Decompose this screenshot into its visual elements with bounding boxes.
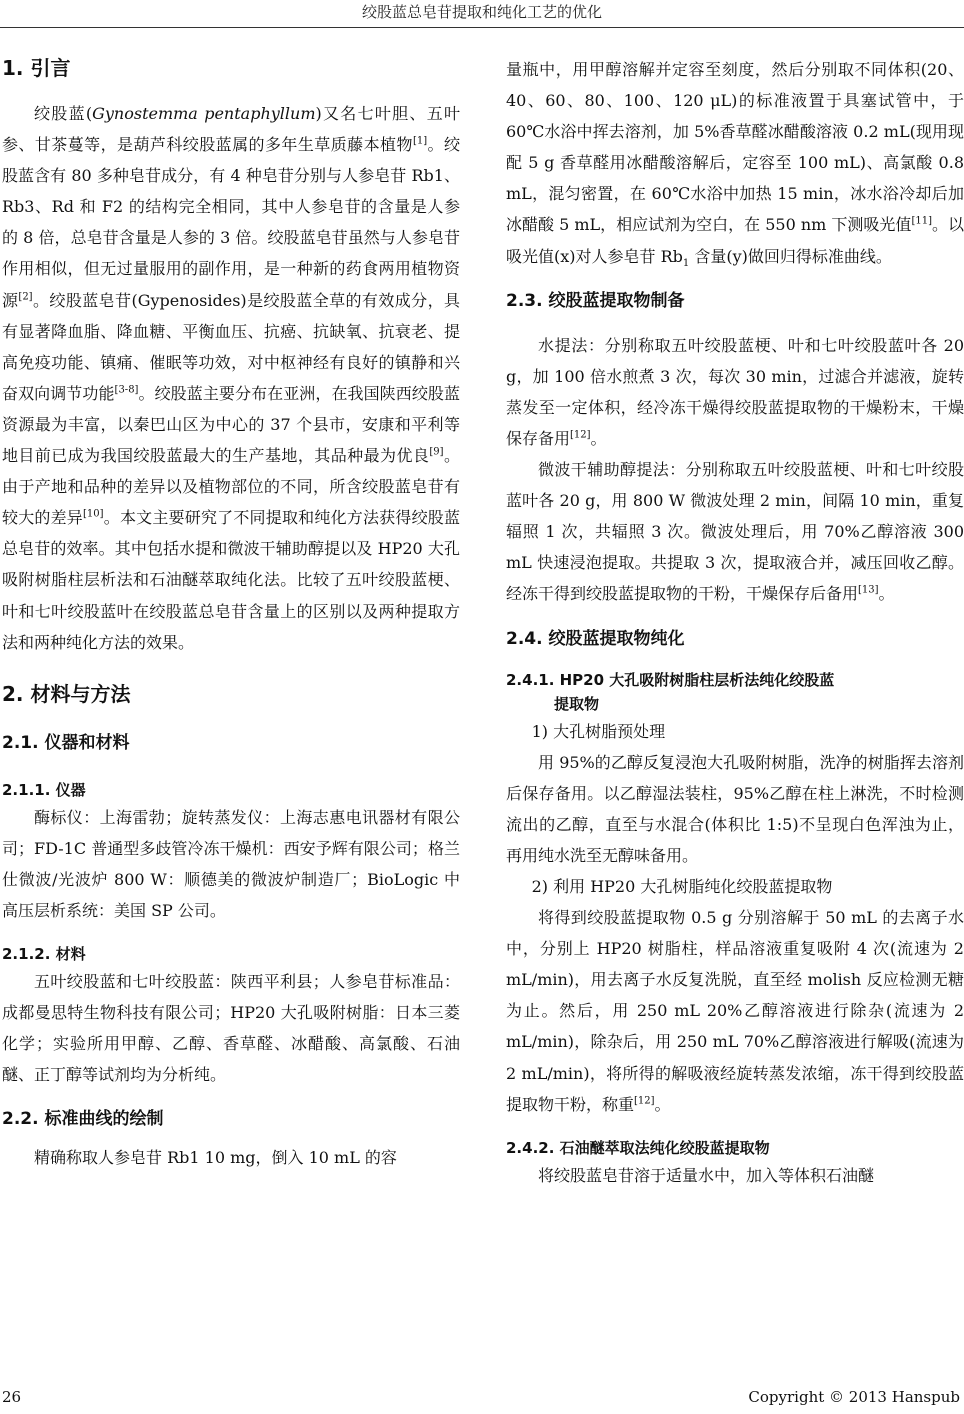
header-rule (0, 27, 964, 28)
std-curve-paragraph-start: 精确称取人参皂苷 Rb1 10 mg，倒入 10 mL 的容 (34, 1148, 397, 1168)
materials-paragraph: 五叶绞股蓝和七叶绞股蓝：陕西平利县；人参皂苷标准品：成都曼思特生物科技有限公司；HP20 大孔吸附树脂：日本三菱化学；实验所用甲醇、乙醇、香草醛、冰醋酸、高氯酸、石油醚、正丁醇等试剂均为分析纯。 (2, 972, 460, 1085)
hp20-step2-label: 2) 利用 HP20 大孔树脂纯化绞股蓝提取物 (531, 876, 833, 896)
hp20-step1-paragraph: 用 95%的乙醇反复浸泡大孔吸附树脂，洗净的树脂挥去溶剂后保存备用。以乙醇湿法装柱，95%乙醇在柱上淋洗，不时检测流出的乙醇，直至与水混合(体积比 1:5)不呈现白色浑浊为止，再用纯水洗至无醇味备用。 (506, 752, 964, 865)
water-extraction-paragraph: 水提法：分别称取五叶绞股蓝梗、叶和七叶绞股蓝叶各 20 g，加 100 倍水煎煮 3 次，每次 30 min，过滤合并滤液，旋转蒸发至一定体积，经冷冻干燥得绞股蓝提取物的干燥粉末，干燥保存备用[12]。 (506, 335, 964, 448)
hp20-step2-paragraph: 将得到绞股蓝提取物 0.5 g 分别溶解于 50 mL 的去离子水中，分别上 HP20 树脂柱，样品溶液重复吸附 4 次(流速为 2 mL/min)，用去离子水反复洗脱，直至经 molish 反应检测无糖为止。然后，用 250 mL 20%乙醇溶液进行除杂(流速为 2 mL/min)，除杂后，用 250 mL 70%乙醇溶液进行解吸(流速为 2 mL/min)，将所得的解吸液经旋转蒸发浓缩，冻干得到绞股蓝提取物干粉，称重[12]。 (506, 908, 964, 1114)
running-header: 绞股蓝总皂苷提取和纯化工艺的优化 (361, 3, 602, 21)
pe-extraction-paragraph: 将绞股蓝皂苷溶于适量水中，加入等体积石油醚 (538, 1165, 875, 1185)
copyright-notice: Copyright © 2013 Hanspub (748, 1388, 960, 1406)
section-2-3-heading: 2.3. 绞股蓝提取物制备 (506, 290, 685, 311)
section-2-1-heading: 2.1. 仪器和材料 (2, 732, 130, 753)
section-2-4-heading: 2.4. 绞股蓝提取物纯化 (506, 628, 685, 649)
instruments-paragraph: 酶标仪：上海雷勃；旋转蒸发仪：上海志惠电讯器材有限公司；FD-1C 普通型多歧管冷冻干燥机：西安予辉有限公司；格兰仕微波/光波炉 800 W：顺德美的微波炉制造厂；BioLogic 中高压层析系统：美国 SP 公司。 (2, 807, 460, 920)
section-2-2-heading: 2.2. 标准曲线的绘制 (2, 1109, 164, 1130)
hp20-step1-label: 1) 大孔树脂预处理 (531, 721, 666, 741)
section-2-1-2-heading: 2.1.2. 材料 (2, 945, 86, 964)
section-2-4-2-heading: 2.4.2. 石油醚萃取法纯化绞股蓝提取物 (506, 1138, 770, 1157)
left-column (2, 54, 460, 1174)
section-2-heading: 2. 材料与方法 (2, 681, 131, 706)
microwave-extraction-paragraph: 微波干辅助醇提法：分别称取五叶绞股蓝梗、叶和七叶绞股蓝叶各 20 g，用 800 W 微波处理 2 min，间隔 10 min，重复辐照 1 次，共辐照 3 次。微波处理后，用 70%乙醇溶液 300 mL 快速浸泡提取。共提取 3 次，提取液合并，减压回收乙醇。经冻干得到绞股蓝提取物的干粉，干燥保存后备用[13]。 (506, 460, 964, 604)
intro-paragraph: 绞股蓝(Gynostemma pentaphyllum)又名七叶胆、五叶参、甘茶蔓等，是葫芦科绞股蓝属的多年生草质藤本植物[1]。绞股蓝含有 80 多种皂苷成分，有 4 种皂苷分别与人参皂苷 Rb1、Rb3、Rd 和 F2 的结构完全相同，其中人参皂苷的含量是人参的 8 倍，总皂苷含量是人参的 3 倍。绞股蓝皂苷虽然与人参皂苷作用相似，但无过量服用的副作用，是一种新的药食两用植物资源[2]。绞股蓝皂苷(Gypenosides)是绞股蓝全草的有效成分，具有显著降血脂、降血糖、平衡血压、抗癌、抗缺氧、抗衰老、提高免疫功能、镇痛、催眠等功效，对中枢神经有良好的镇静和兴奋双向调节功能[3-8]。绞股蓝主要分布在亚洲，在我国陕西绞股蓝资源最为丰富，以秦巴山区为中心的 37 个县市，安康和平利等地目前已成为我国绞股蓝最大的生产基地，其品种最为优良[9]。由于产地和品种的差异以及植物部位的不同，所含绞股蓝皂苷有较大的差异[10]。本文主要研究了不同提取和纯化方法获得绞股蓝总皂苷的效率。其中包括水提和微波干辅助醇提以及 HP20 大孔吸附树脂柱层析法和石油醚萃取纯化法。比较了五叶绞股蓝梗、叶和七叶绞股蓝叶在绞股蓝总皂苷含量上的区别以及两种提取方法和两种纯化方法的效果。 (2, 104, 460, 652)
right-column (506, 54, 964, 1191)
section-1-heading: 1. 引言 (2, 56, 71, 80)
section-2-4-1-heading: 2.4.1. HP20 大孔吸附树脂柱层析法纯化绞股蓝 提取物 (506, 670, 835, 713)
section-2-1-1-heading: 2.1.1. 仪器 (2, 780, 86, 799)
page-number: 26 (2, 1388, 22, 1406)
std-curve-paragraph-cont: 量瓶中，用甲醇溶解并定容至刻度，然后分别取不同体积(20、40、60、80、100、120 μL)的标准液置于具塞试管中，于 60℃水浴中挥去溶剂，加 5%香草醛冰醋酸溶液 0.2 mL(现用现配 5 g 香草醛用冰醋酸溶解后，定容至 100 mL)、高氯酸 0.8 mL，混匀密置，在 60℃水浴中加热 15 min，冰水浴冷却后加冰醋酸 5 mL，相应试剂为空白，在 550 nm 下测吸光值[11]。以吸光值(x)对人参皂苷 $Rb_1$ 含量(y)做回归得标准曲线。 (506, 60, 964, 269)
